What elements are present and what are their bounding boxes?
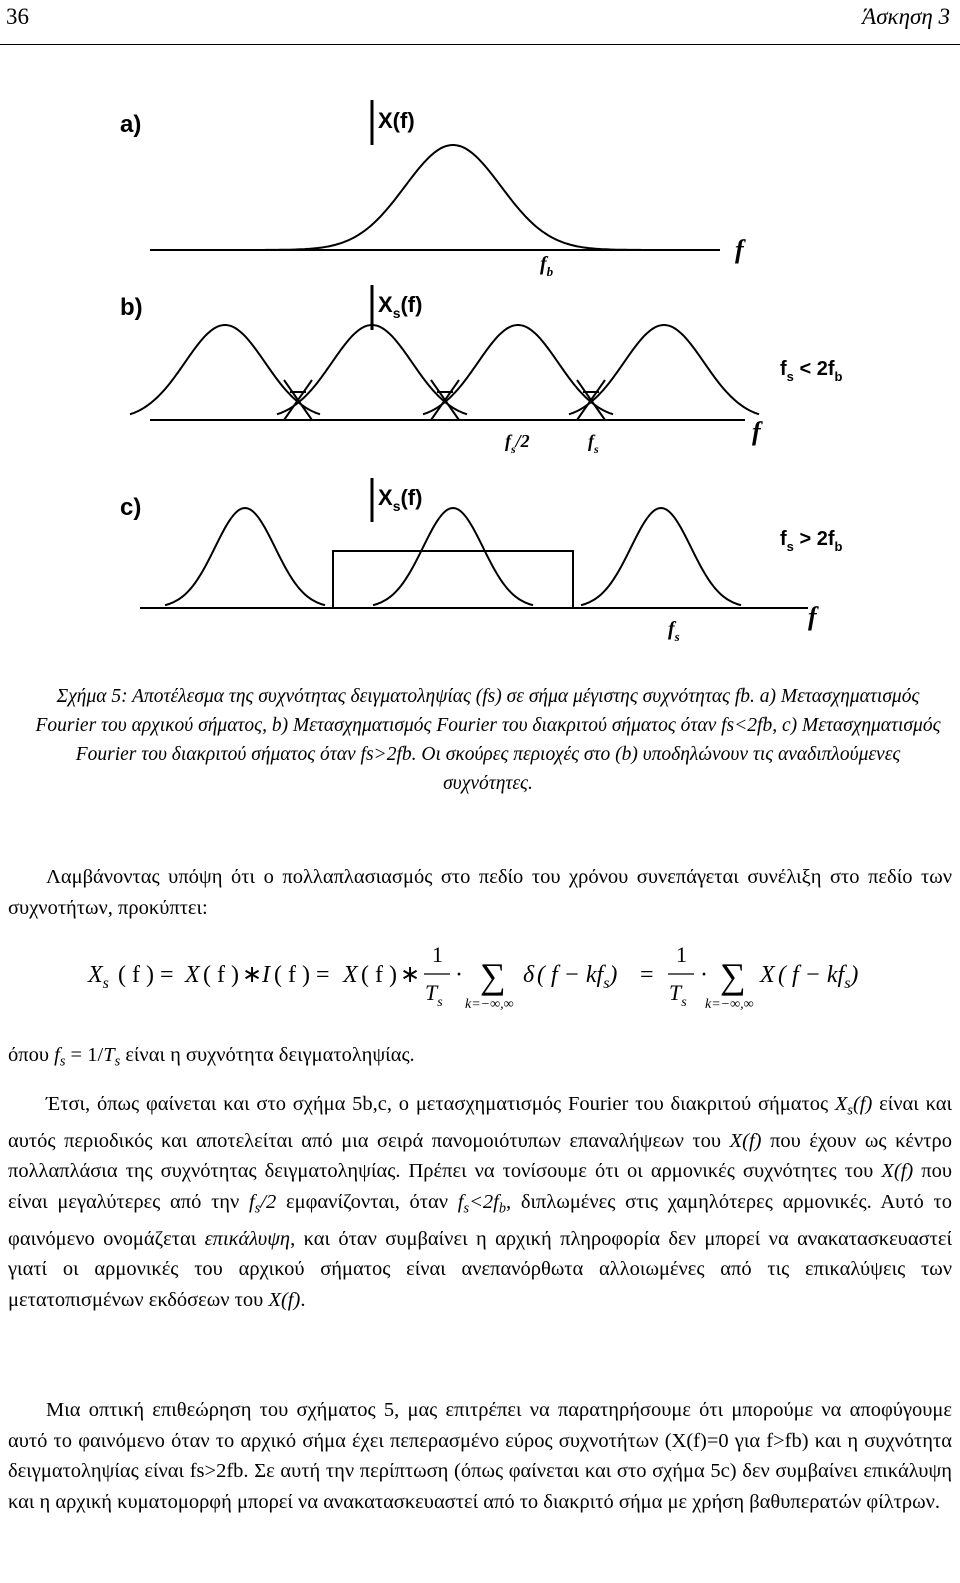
formula-frac2-num: 1 (676, 942, 687, 967)
figure-caption: Σχήμα 5: Αποτέλεσμα της συχνότητας δειγματοληψίας (fs) σε σήμα μέγιστης συχνότητας fb. a) Μετασχηματισμός Fourier του αρχικού σήματος, b) Μετασχηματισμός Fourier του διακριτού σήματος όταν fs<2fb, c) Μετασχηματισμός Fourier του διακριτού σήματος όταν fs>2fb. Οι σκούρες περιοχές στο (b) υποδηλώνουν τις αναδιπλούμενες συχνότητες. (35, 686, 941, 794)
panel-b-label: b) (120, 294, 143, 321)
formula-sum-range-1: k=−∞,∞ (465, 997, 514, 1012)
formula-conv-2: ∗ (400, 962, 421, 988)
panel-a (120, 100, 746, 279)
sampling-figure (0, 80, 960, 670)
panel-a-label: a) (120, 111, 142, 138)
formula-eq-1: = (160, 962, 174, 988)
formula-delta-arg: ( $f - kf_s$) (537, 962, 618, 992)
formula-conv-1: ∗ (242, 962, 263, 988)
formula-dot-2: · (700, 962, 708, 988)
panel-c-lowpass-window (333, 551, 573, 608)
formula-frac2-den: $T_s$ (669, 980, 687, 1010)
formula-frac1-num: 1 (432, 942, 443, 967)
panel-b-condition: $f_s < 2f_b$ (780, 358, 843, 384)
formula-arg3: ( f ) (361, 962, 397, 988)
formula-x1: X (185, 962, 200, 988)
formula-sum-range-2: k=−∞,∞ (705, 997, 754, 1012)
formula-dot-1: · (455, 962, 463, 988)
panel-b-half-fs-label: $f_s/2$ (505, 431, 530, 456)
panel-c-spectrum-label: $X_s(f)$ (378, 485, 423, 514)
formula-sum-2: ∑ (720, 956, 746, 996)
panel-c-label: c) (120, 494, 142, 521)
formula-lhs-arg: ( f ) (118, 962, 154, 988)
formula-eq-3: = (640, 962, 654, 988)
formula-arg2: ( f ) (274, 962, 310, 988)
formula-x2: X (343, 962, 358, 988)
panel-a-spectrum-curve (150, 145, 720, 250)
page-number: 36 (6, 4, 29, 29)
paragraph-aliasing: Έτσι, όπως φαίνεται και στο σχήμα 5b,c, ο μετασχηματισμός Fourier του διακριτού σήματος $X_s(f)$ είναι και αυτός περιοδικός και αποτελείται από μια σειρά πανομοιότυπων επαναλήψεων του X(f) που έχουν ως κέντρο πολλαπλάσια της συχνότητας δειγματοληψίας. Πρέπει να τονίσουμε ότι οι αρμονικές συχνότητες του X(f) που είναι μεγαλύτερες από την $f_s/2$ εμφανίζονται, όταν $f_s<2f_b$, διπλωμένες στις χαμηλότερες αρμονικές. Αυτό το φαινόμενο ονομάζεται επικάλυψη, και όταν συμβαίνει η αρχική πληροφορία δεν μπορεί να ανακατασκευαστεί γιατί οι αρμονικές του αρχικού σήματος είναι ανεπανόρθωτα αλλοιωμένες από τις επικαλύψεις των μετατοπισμένων εκδόσεων του X(f). (8, 1093, 953, 1311)
panel-c-condition: $f_s > 2f_b$ (780, 528, 843, 554)
header-rule (0, 44, 960, 45)
panel-a-fb-label: $f_b$ (540, 253, 554, 279)
formula-x3: X (760, 962, 775, 988)
panel-b-aliasing-regions (284, 380, 605, 420)
convolution-formula (0, 938, 960, 1023)
formula-delta: δ (523, 962, 535, 988)
panel-c-axis-label: f (808, 602, 817, 631)
formula-sum-1: ∑ (480, 956, 506, 996)
alias-overlap (431, 380, 459, 420)
alias-overlap (577, 380, 605, 420)
panel-c (120, 478, 842, 644)
paragraph-conclusion-text: Μια οπτική επιθεώρηση του σχήματος 5, μας επιτρέπει να παρατηρήσουμε ότι μπορούμε να αποφύγουμε αυτό το φαινόμενο όταν το αρχικό σήμα έχει πεπερασμένο εύρος συχνοτήτων (X(f)=0 για f>fb) και η συχνότητα δειγματοληψίας είναι fs>2fb. Σε αυτή την περίπτωση (όπως φαίνεται και στο σχήμα 5c) δεν συμβαίνει επικάλυψη και η αρχική κυματομορφή μπορεί να ανακατασκευαστεί από το διακριτό σήμα με χρήση βαθυπερατών φίλτρων. (8, 1399, 952, 1513)
panel-b-spectrum-label: $X_s(f)$ (378, 292, 423, 321)
panel-b-axis-label: f (752, 417, 761, 446)
formula-frac1-den: $T_s$ (425, 980, 443, 1010)
paragraph-intro (8, 862, 952, 923)
panel-b-fs-label: $f_s$ (588, 431, 599, 456)
panel-a-axis-label: f (735, 235, 744, 264)
paragraph-intro-text: Λαμβάνοντας υπόψη ότι ο πολλαπλασιασμός στο πεδίο του χρόνου συνεπάγεται συνέλιξη στο πεδίο των συχνοτήτων, προκύπτει: (8, 866, 952, 919)
panel-c-spectrum-curves (165, 508, 741, 605)
formula-x3-arg: ( $f - kf_s$) (778, 962, 859, 992)
formula-lhs: $X_s$ (88, 962, 109, 992)
panel-b (120, 285, 842, 456)
running-title: Άσκηση 3 (862, 4, 950, 29)
panel-c-fs-label: $f_s$ (668, 618, 680, 644)
panel-a-spectrum-label: X(f) (378, 108, 415, 133)
formula-i: I (262, 962, 270, 988)
formula-arg1: ( f ) (203, 962, 239, 988)
formula-eq-2: = (316, 962, 330, 988)
alias-overlap (284, 380, 312, 420)
paragraph-sampling-frequency: όπου $f_s = 1/T_s$ είναι η συχνότητα δειγματοληψίας. (8, 1044, 415, 1070)
paragraph-conclusion (8, 1395, 952, 1517)
